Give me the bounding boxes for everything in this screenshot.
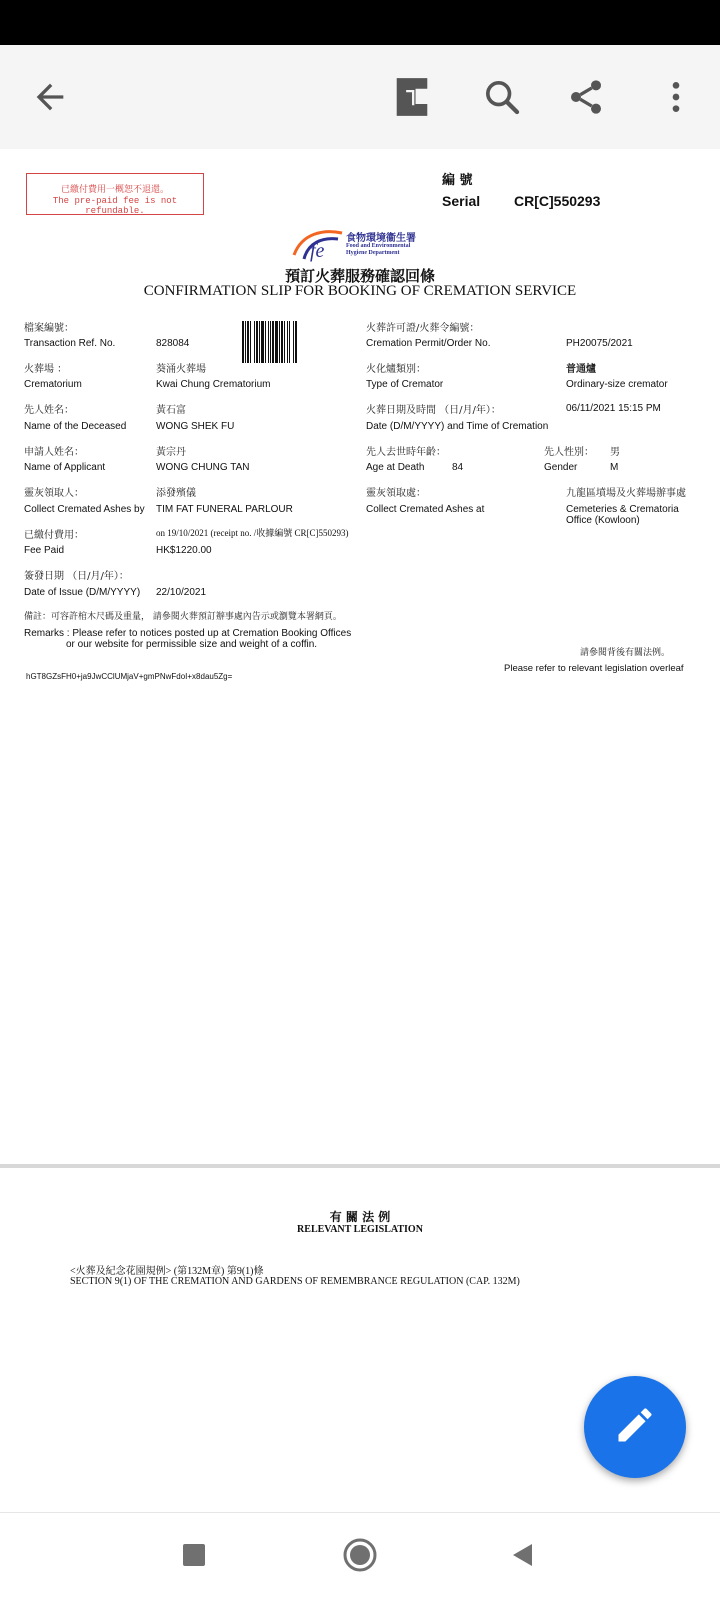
type-label: Type of Cremator xyxy=(366,379,444,390)
share-icon[interactable] xyxy=(558,69,614,125)
date-label: Date (D/M/YYYY) and Time of Cremation xyxy=(366,421,549,432)
search-icon[interactable] xyxy=(474,69,530,125)
applicant-value-zh: 黃宗丹 xyxy=(156,447,186,458)
serial-label-zh: 編 號 xyxy=(442,173,473,188)
collectby-value: TIM FAT FUNERAL PARLOUR xyxy=(156,504,293,515)
permit-label: Cremation Permit/Order No. xyxy=(366,338,491,349)
age-value: 84 xyxy=(452,462,464,473)
date-label-zh: 火葬日期及時間 （日/月/年）： xyxy=(366,405,501,416)
page2-title-zh: 有 關 法 例 xyxy=(329,1210,391,1224)
status-bar xyxy=(0,0,720,45)
deceased-label: Name of the Deceased xyxy=(24,421,127,432)
app-toolbar xyxy=(0,45,720,149)
circle-icon[interactable] xyxy=(342,1537,378,1573)
collectat-label: Collect Cremated Ashes at xyxy=(366,504,485,515)
logo-text-en-1: Food and Environmental xyxy=(346,243,411,249)
gender-label-zh: 先人性別： xyxy=(544,447,594,458)
edit-fab[interactable] xyxy=(584,1376,686,1478)
refund-notice-en: The pre-paid fee is not refundable. xyxy=(52,196,178,216)
age-label-zh: 先人去世時年齡： xyxy=(366,447,446,458)
fee-value: HK$1220.00 xyxy=(156,545,212,556)
remarks-line-1: Remarks : Please refer to notices posted up at Cremation Booking Offices xyxy=(24,628,352,639)
issue-label: Date of Issue (D/M/YYYY) xyxy=(24,587,141,598)
deceased-label-zh: 先人姓名： xyxy=(24,405,74,416)
collectat-label-zh: 靈灰領取處： xyxy=(366,488,426,499)
collectat-value-1: Cemeteries & Crematoria xyxy=(566,504,679,515)
remarks-zh: 備註：可容許棺木尺碼及重量， 請參閱火葬預訂辦事處內告示或瀏覽本署網頁。 xyxy=(24,612,342,622)
fehd-logo xyxy=(288,227,448,267)
deceased-value: WONG SHEK FU xyxy=(156,421,235,432)
tx-value: 828084 xyxy=(156,338,190,349)
section-zh: <火葬及紀念花園規例> (第132M章) 第9(1)條 xyxy=(70,1266,264,1277)
crem-label: Crematorium xyxy=(24,379,82,390)
remarks-line-2: or our website for permissible size and weight of a coffin. xyxy=(66,639,318,650)
fee-label-zh: 已繳付費用： xyxy=(24,530,84,541)
tx-label: Transaction Ref. No. xyxy=(24,338,116,349)
age-label: Age at Death xyxy=(366,462,425,473)
legislation-note: Please refer to relevant legislation overleaf xyxy=(504,663,684,674)
arrow-left-icon[interactable] xyxy=(22,69,78,125)
applicant-label-zh: 申請人姓名： xyxy=(24,447,84,458)
collectby-label-zh: 靈灰領取人： xyxy=(24,488,84,499)
applicant-value: WONG CHUNG TAN xyxy=(156,462,250,473)
applicant-label: Name of Applicant xyxy=(24,462,106,473)
collectby-value-zh: 添發殯儀 xyxy=(156,488,196,499)
logo-text-en-2: Hygiene Department xyxy=(346,250,400,256)
svg-text:fe: fe xyxy=(310,240,325,262)
gender-value-zh: 男 xyxy=(610,447,620,458)
issue-label-zh: 簽發日期 （日/月/年）： xyxy=(24,571,129,582)
deceased-value-zh: 黃石富 xyxy=(156,405,186,416)
gender-label: Gender xyxy=(544,462,578,473)
collectby-label: Collect Cremated Ashes by xyxy=(24,504,145,515)
collectat-value-zh: 九龍區墳場及火葬場辦事處 xyxy=(566,488,686,499)
square-icon[interactable] xyxy=(180,1541,208,1569)
system-nav-bar xyxy=(0,1512,720,1601)
more-vert-icon[interactable] xyxy=(648,69,704,125)
verification-hash: hGT8GZsFH0+ja9JwCClUMjaV+gmPNwFdoI+x8dau5Zg= xyxy=(26,672,233,681)
triangle-back-icon[interactable] xyxy=(508,1541,536,1569)
logo-text-zh: 食物環境衞生署 xyxy=(346,233,416,244)
type-value: Ordinary-size cremator xyxy=(566,379,668,390)
crem-label-zh: 火葬場 ： xyxy=(24,364,68,375)
barcode xyxy=(242,321,338,363)
page2-title-en: RELEVANT LEGISLATION xyxy=(297,1224,423,1235)
page-layout-icon[interactable] xyxy=(384,69,440,125)
permit-value: PH20075/2021 xyxy=(566,338,633,349)
serial-value: CR[C]550293 xyxy=(514,193,601,209)
date-value: 06/11/2021 15:15 PM xyxy=(566,403,661,414)
gender-value: M xyxy=(610,462,619,473)
legislation-note-zh: 請參閱背後有關法例。 xyxy=(580,648,671,658)
fee-label: Fee Paid xyxy=(24,545,65,556)
issue-value: 22/10/2021 xyxy=(156,587,207,598)
page-divider xyxy=(0,1164,720,1168)
fee-note: on 19/10/2021 (receipt no. /收據編號 CR[C]550293) xyxy=(156,528,349,538)
crem-value-zh: 葵涌火葬場 xyxy=(156,364,206,375)
type-label-zh: 火化爐類別： xyxy=(366,364,426,375)
collectat-value-2: Office (Kowloon) xyxy=(566,515,640,526)
refund-notice-zh: 已繳付費用一概恕不退還。 xyxy=(60,184,169,194)
section-en: SECTION 9(1) OF THE CREMATION AND GARDENS OF REMEMBRANCE REGULATION (CAP. 132M) xyxy=(70,1276,520,1287)
refund-notice-box xyxy=(26,173,204,215)
title-zh: 預訂火葬服務確認回條 xyxy=(284,267,435,285)
pencil-icon xyxy=(613,1403,657,1452)
serial-label: Serial xyxy=(442,193,481,209)
document-page-1 xyxy=(8,151,712,1165)
crem-value: Kwai Chung Crematorium xyxy=(156,379,271,390)
type-value-zh: 普通爐 xyxy=(566,364,596,375)
tx-label-zh: 檔案編號： xyxy=(24,323,74,334)
title-en: CONFIRMATION SLIP FOR BOOKING OF CREMATION SERVICE xyxy=(143,283,577,299)
permit-label-zh: 火葬許可證/火葬令編號： xyxy=(366,323,480,334)
